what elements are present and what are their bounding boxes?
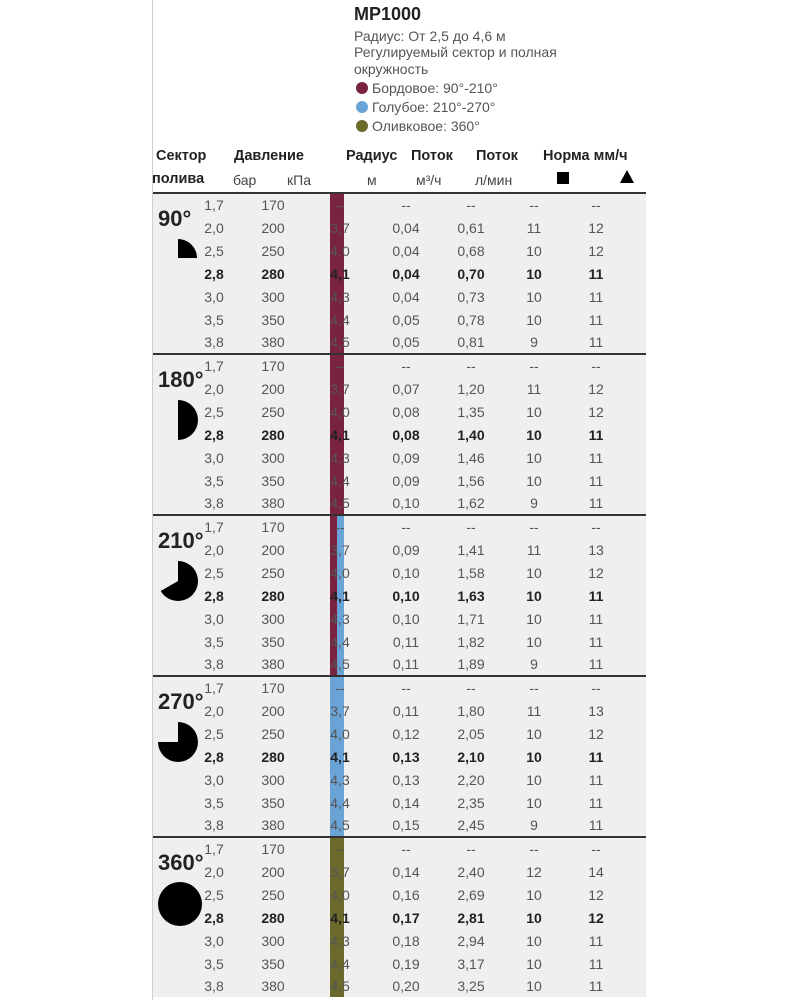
table-cell: 10 [526,978,542,995]
unit-lmin: л/мин [475,172,513,188]
table-cell: 4,5 [330,978,350,995]
legend-dot-icon [356,101,368,113]
table-cell: 1,7 [204,841,224,857]
table-cell: 1,56 [457,472,485,489]
table-cell: 10 [526,725,542,742]
table-cell: 0,13 [392,748,420,765]
table-cell: 1,41 [457,541,485,558]
table-cell: 11 [588,334,604,351]
table-cell: 0,61 [457,219,485,236]
table-cell: 280 [261,748,285,765]
table-cell: 10 [526,932,542,949]
table-cell: 3,7 [330,702,350,719]
sector-label: 270° [158,689,204,714]
table-cell: -- [466,358,476,374]
table-cell: 250 [261,403,285,420]
table-cell: 11 [588,633,604,650]
column-header-sector-2: полива [152,171,205,187]
table-cell: 4,0 [330,564,350,581]
table-cell: 2,94 [457,932,485,949]
table-cell: 3,0 [204,288,224,305]
table-cell: 170 [261,841,285,857]
table-cell: 2,5 [204,242,224,259]
table-cell: 10 [526,449,542,466]
table-cell: -- [401,358,411,374]
table-cell: 1,7 [204,197,224,213]
table-cell: 300 [261,610,285,627]
table-cell: 200 [261,380,285,397]
table-cell: 9 [530,817,538,834]
table-cell: 0,16 [392,886,420,903]
table-cell: 10 [526,909,542,926]
table-cell: 11 [588,817,604,834]
table-cell: 4,3 [330,288,350,305]
table-cell: 11 [526,541,542,558]
table-cell: 0,14 [392,794,420,811]
table-cell: 0,07 [392,380,420,397]
table-cell: 0,08 [392,403,420,420]
model-title: MP1000 [354,4,422,24]
table-cell: 0,10 [392,587,420,604]
table-cell: 4,4 [330,311,350,328]
table-cell: 12 [588,886,604,903]
sector-label: 360° [158,850,204,875]
table-cell: 4,3 [330,771,350,788]
table-cell: 4,5 [330,656,350,673]
table-cell: 170 [261,358,285,374]
table-cell: 12 [526,863,542,880]
table-cell: 2,8 [204,748,224,765]
table-cell: 4,0 [330,725,350,742]
table-cell: 2,69 [457,886,485,903]
table-cell: 3,5 [204,311,224,328]
table-cell: 4,4 [330,955,350,972]
legend-item-burgundy [356,80,498,96]
table-cell: 0,19 [392,955,420,972]
table-cell: 3,0 [204,449,224,466]
table-cell: 0,78 [457,311,485,328]
table-cell: 2,5 [204,403,224,420]
table-cell: 2,20 [457,771,485,788]
table-cell: 0,13 [392,771,420,788]
table-cell: 11 [588,656,604,673]
column-header-flow-lmin: Поток [476,148,518,164]
table-cell: 2,45 [457,817,485,834]
table-cell: 10 [526,472,542,489]
table-cell: 2,40 [457,863,485,880]
table-cell: 1,20 [457,380,485,397]
table-cell: 4,1 [330,265,350,282]
table-cell: -- [466,197,476,213]
table-cell: 10 [526,587,542,604]
table-cell: 12 [588,909,604,926]
table-cell: 12 [588,725,604,742]
table-cell: 11 [588,495,604,512]
table-cell: 4,3 [330,610,350,627]
table-cell: 11 [526,380,542,397]
table-cell: 4,0 [330,242,350,259]
table-cell: 3,8 [204,495,224,512]
table-cell: 11 [588,794,604,811]
table-cell: 11 [588,587,604,604]
table-cell: 0,10 [392,495,420,512]
unit-bar: бар [233,172,257,188]
table-cell: 10 [526,610,542,627]
table-cell: 10 [526,564,542,581]
table-cell: 380 [261,495,285,512]
table-cell: 380 [261,656,285,673]
table-cell: 1,40 [457,426,485,443]
table-cell: 2,0 [204,702,224,719]
table-cell: -- [466,841,476,857]
table-cell: -- [591,358,601,374]
table-cell: 13 [588,702,604,719]
table-cell: 3,25 [457,978,485,995]
legend-label: Бордовое: 90°-210° [372,80,498,96]
table-cell: 0,18 [392,932,420,949]
table-cell: -- [466,680,476,696]
legend-item-olive [356,118,480,134]
table-cell: -- [591,841,601,857]
column-header-radius: Радиус [346,148,398,164]
table-cell: 170 [261,680,285,696]
table-cell: 4,5 [330,334,350,351]
table-cell: 10 [526,242,542,259]
table-cell: 250 [261,242,285,259]
table-cell: 10 [526,311,542,328]
table-cell: 300 [261,932,285,949]
table-cell: 2,0 [204,219,224,236]
table-cell: 0,12 [392,725,420,742]
table-cell: 0,11 [392,633,420,650]
table-cell: -- [335,358,345,374]
table-cell: 0,15 [392,817,420,834]
table-cell: 10 [526,886,542,903]
table-cell: 4,0 [330,403,350,420]
table-cell: 4,1 [330,426,350,443]
table-cell: 280 [261,909,285,926]
table-cell: 4,4 [330,472,350,489]
table-cell: 3,0 [204,771,224,788]
table-cell: 2,8 [204,265,224,282]
table-cell: 4,5 [330,817,350,834]
table-cell: 2,0 [204,380,224,397]
table-cell: 10 [526,771,542,788]
legend-dot-icon [356,82,368,94]
table-cell: -- [529,680,539,696]
table-cell: 350 [261,955,285,972]
table-cell: 0,81 [457,334,485,351]
table-cell: 380 [261,334,285,351]
table-cell: 12 [588,564,604,581]
table-cell: 11 [588,955,604,972]
table-cell: 3,5 [204,955,224,972]
table-cell: 0,09 [392,472,420,489]
table-cell: -- [529,197,539,213]
table-cell: 300 [261,771,285,788]
legend-label: Голубое: 210°-270° [372,99,496,115]
table-cell: 4,1 [330,748,350,765]
table-cell: -- [335,197,345,213]
table-cell: 10 [526,265,542,282]
table-cell: 1,35 [457,403,485,420]
table-cell: 3,5 [204,633,224,650]
table-cell: 2,5 [204,725,224,742]
table-cell: 280 [261,587,285,604]
table-cell: 2,8 [204,587,224,604]
table-cell: 2,0 [204,541,224,558]
table-cell: 14 [588,863,604,880]
table-cell: 2,5 [204,564,224,581]
table-cell: 1,80 [457,702,485,719]
table-cell: 2,35 [457,794,485,811]
table-cell: -- [529,519,539,535]
table-cell: 9 [530,334,538,351]
table-cell: 3,7 [330,541,350,558]
table-cell: -- [335,680,345,696]
table-cell: 0,14 [392,863,420,880]
table-cell: 4,1 [330,587,350,604]
table-cell: 350 [261,311,285,328]
table-cell: 2,81 [457,909,485,926]
table-cell: 200 [261,702,285,719]
table-cell: -- [335,841,345,857]
table-cell: 0,08 [392,426,420,443]
table-cell: 1,7 [204,680,224,696]
column-header-flow-m3h: Поток [411,148,453,164]
table-cell: 170 [261,197,285,213]
table-cell: -- [335,519,345,535]
table-cell: 380 [261,978,285,995]
unit-m3h: м³/ч [416,172,442,188]
table-cell: 1,89 [457,656,485,673]
table-cell: 0,11 [392,702,420,719]
table-cell: 0,09 [392,449,420,466]
table-cell: 11 [588,748,604,765]
table-cell: 3,5 [204,794,224,811]
table-cell: 0,09 [392,541,420,558]
table-cell: 0,11 [392,656,420,673]
table-cell: 0,04 [392,242,420,259]
table-cell: 3,5 [204,472,224,489]
table-cell: 10 [526,288,542,305]
table-cell: 250 [261,564,285,581]
table-cell: -- [529,358,539,374]
table-cell: 3,8 [204,656,224,673]
table-cell: 200 [261,219,285,236]
table-cell: 3,7 [330,380,350,397]
table-cell: 11 [526,702,542,719]
sector-label: 90° [158,206,192,231]
table-cell: 0,05 [392,334,420,351]
table-cell: 2,05 [457,725,485,742]
table-cell: 0,04 [392,219,420,236]
table-cell: 3,8 [204,334,224,351]
legend-item-blue [356,99,495,115]
table-cell: 1,82 [457,633,485,650]
table-cell: 11 [526,219,542,236]
table-cell: 3,7 [330,863,350,880]
table-cell: 0,20 [392,978,420,995]
table-cell: 2,10 [457,748,485,765]
subtitle-line: Радиус: От 2,5 до 4,6 м [354,28,506,44]
table-cell: 170 [261,519,285,535]
table-cell: 250 [261,725,285,742]
table-cell: 4,0 [330,886,350,903]
triangle-spacing-icon [620,170,634,183]
table-cell: -- [401,197,411,213]
table-cell: 11 [588,978,604,995]
table-cell: 10 [526,403,542,420]
table-cell: 280 [261,265,285,282]
unit-m: м [367,172,377,188]
unit-kpa: кПа [287,172,311,188]
legend-label: Оливковое: 360° [372,118,480,134]
table-cell: 10 [526,955,542,972]
table-cell: 4,3 [330,449,350,466]
table-cell: 1,58 [457,564,485,581]
legend-dot-icon [356,120,368,132]
table-cell: 2,5 [204,886,224,903]
table-cell: 3,17 [457,955,485,972]
table-cell: 300 [261,288,285,305]
table-cell: 9 [530,656,538,673]
table-cell: 4,5 [330,495,350,512]
table-cell: 0,04 [392,288,420,305]
table-cell: 4,3 [330,932,350,949]
table-cell: 3,0 [204,932,224,949]
table-cell: 1,71 [457,610,485,627]
table-cell: 300 [261,449,285,466]
table-cell: 0,10 [392,564,420,581]
table-cell: 200 [261,863,285,880]
table-cell: 2,8 [204,426,224,443]
table-cell: -- [529,841,539,857]
table-cell: 2,0 [204,863,224,880]
column-header-pressure: Давление [234,148,304,164]
subtitle-line: Регулируемый сектор и полная [354,44,557,60]
table-cell: -- [466,519,476,535]
table-cell: 10 [526,633,542,650]
table-cell: 1,62 [457,495,485,512]
table-cell: 10 [526,748,542,765]
table-cell: 11 [588,311,604,328]
table-cell: 10 [526,426,542,443]
table-cell: 12 [588,403,604,420]
table-cell: 0,05 [392,311,420,328]
table-cell: 380 [261,817,285,834]
table-cell: 4,4 [330,633,350,650]
square-spacing-icon [557,172,569,184]
table-cell: 1,7 [204,519,224,535]
table-cell: 0,68 [457,242,485,259]
table-cell: 11 [588,472,604,489]
column-header-sector-1: Сектор [156,148,207,164]
table-cell: 0,73 [457,288,485,305]
sector-label: 180° [158,367,204,392]
table-cell: 4,4 [330,794,350,811]
table-cell: -- [401,519,411,535]
table-cell: 3,8 [204,978,224,995]
table-cell: 11 [588,771,604,788]
table-cell: 0,70 [457,265,485,282]
table-cell: 0,10 [392,610,420,627]
table-cell: 12 [588,380,604,397]
table-cell: -- [401,841,411,857]
table-cell: 280 [261,426,285,443]
table-cell: 1,46 [457,449,485,466]
table-cell: 4,1 [330,909,350,926]
table-cell: 1,7 [204,358,224,374]
table-cell: -- [401,680,411,696]
table-cell: 11 [588,265,604,282]
table-cell: 0,04 [392,265,420,282]
column-header-rate: Норма мм/ч [543,148,628,164]
table-cell: 13 [588,541,604,558]
table-cell: 350 [261,794,285,811]
table-cell: 0,17 [392,909,420,926]
table-cell: 11 [588,426,604,443]
table-cell: -- [591,680,601,696]
table-cell: 350 [261,633,285,650]
table-cell: 3,0 [204,610,224,627]
table-cell: -- [591,519,601,535]
subtitle-line: окружность [354,61,429,77]
table-cell: 3,7 [330,219,350,236]
table-cell: 11 [588,449,604,466]
table-cell: 350 [261,472,285,489]
table-cell: 11 [588,288,604,305]
table-cell: 250 [261,886,285,903]
table-cell: 10 [526,794,542,811]
table-cell: 11 [588,932,604,949]
table-cell: 12 [588,242,604,259]
table-cell: 2,8 [204,909,224,926]
table-cell: 3,8 [204,817,224,834]
table-cell: 200 [261,541,285,558]
table-cell: -- [591,197,601,213]
table-cell: 1,63 [457,587,485,604]
table-cell: 11 [588,610,604,627]
table-cell: 12 [588,219,604,236]
table-cell: 9 [530,495,538,512]
sector-label: 210° [158,528,204,553]
